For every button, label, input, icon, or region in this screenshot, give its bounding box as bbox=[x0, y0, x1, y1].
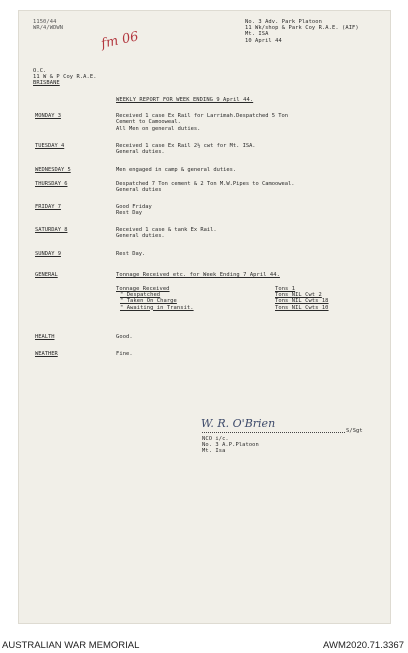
company-name: 11 Wk/shop & Park Coy R.A.E. (AIF) bbox=[245, 25, 359, 32]
tonnage-value: Tons NIL Cwt 2 bbox=[275, 292, 322, 299]
entry-line: Men engaged in camp & general duties. bbox=[116, 167, 237, 173]
file-code: WR/4/WDWN bbox=[33, 25, 64, 32]
archive-credit: AUSTRALIAN WAR MEMORIAL bbox=[2, 640, 140, 651]
tonnage-value: Tons NIL Cwts 10 bbox=[275, 304, 329, 311]
day-label-friday: FRIDAY 7 bbox=[35, 204, 61, 210]
day-entry-saturday bbox=[116, 227, 217, 240]
addressee-title: O.C. bbox=[33, 68, 47, 74]
signature-unit: No. 3 A.P.Platoon bbox=[202, 442, 259, 449]
tonnage-items bbox=[116, 286, 194, 311]
location: Mt. ISA bbox=[245, 31, 269, 38]
tonnage-value: Tons 1 bbox=[275, 286, 296, 292]
day-label-sunday: SUNDAY 9 bbox=[35, 251, 61, 257]
tonnage-title: Tonnage Received etc. for Week Ending 7 April 44. bbox=[116, 272, 280, 278]
signature-line bbox=[202, 432, 345, 433]
header-right bbox=[245, 19, 359, 44]
report-title: WEEKLY REPORT FOR WEEK ENDING 9 April 44. bbox=[116, 97, 254, 103]
entry-line: Good Friday bbox=[116, 204, 152, 210]
signature-rank: S/Sgt bbox=[346, 428, 363, 434]
entry-line: General duties bbox=[116, 187, 162, 194]
addressee-unit: 11 W & P Coy R.A.E. bbox=[33, 74, 97, 81]
entry-line: General duties. bbox=[116, 233, 165, 240]
entry-line: General duties. bbox=[116, 149, 165, 156]
tonnage-values bbox=[275, 286, 329, 311]
tonnage-item: " Awaiting in Transit. bbox=[120, 304, 194, 311]
entry-line: All Men on general duties. bbox=[116, 125, 201, 132]
day-entry-sunday bbox=[116, 251, 145, 257]
file-reference: 1150/44 bbox=[33, 19, 57, 25]
handwritten-note: fm 06 bbox=[99, 29, 140, 52]
report-date: 10 April 44 bbox=[245, 37, 282, 44]
tonnage-item: " Despatched bbox=[120, 292, 161, 299]
catalogue-number: AWM2020.71.3367 bbox=[323, 640, 404, 651]
tonnage-item: " Taken On Charge bbox=[120, 298, 177, 305]
header-left bbox=[33, 19, 63, 31]
addressee-city: BRISBANE bbox=[33, 80, 60, 87]
signature-location: Mt. Isa bbox=[202, 448, 226, 455]
entry-line: Rest Day bbox=[116, 210, 142, 217]
entry-line: Received 1 case Ex Rail for Larrimah.Despatched 5 Ton bbox=[116, 113, 289, 119]
health-value: Good. bbox=[116, 334, 133, 340]
health-label: HEALTH bbox=[35, 334, 55, 340]
tonnage-item: Tonnage Received bbox=[116, 286, 170, 292]
weather-label: WEATHER bbox=[35, 351, 58, 357]
day-label-saturday: SATURDAY 8 bbox=[35, 227, 68, 233]
day-entry-wednesday bbox=[116, 167, 236, 173]
entry-line: Received 1 case Ex Rail 2½ cwt for Mt. ISA. bbox=[116, 143, 256, 149]
day-label-tuesday: TUESDAY 4 bbox=[35, 143, 65, 149]
day-entry-tuesday bbox=[116, 143, 256, 156]
entry-line: Rest Day. bbox=[116, 251, 146, 257]
day-entry-monday bbox=[116, 113, 288, 132]
entry-line: Cement to Camooweal. bbox=[116, 119, 181, 126]
day-entry-thursday bbox=[116, 181, 295, 194]
signature: W. R. O'Brien bbox=[201, 417, 276, 430]
tonnage-value: Tons NIL Cwts 18 bbox=[275, 298, 329, 305]
entry-line: Received 1 case & tank Ex Rail. bbox=[116, 227, 217, 233]
day-label-wednesday: WEDNESDAY 5 bbox=[35, 167, 71, 173]
general-label: GENERAL bbox=[35, 272, 58, 278]
entry-line: Despatched 7 Ton cement & 2 Ton M.W.Pipes to Camooweal. bbox=[116, 181, 295, 187]
day-label-thursday: THURSDAY 6 bbox=[35, 181, 68, 187]
document-page bbox=[18, 10, 391, 624]
weather-value: Fine. bbox=[116, 351, 133, 357]
unit-name: No. 3 Adv. Park Platoon bbox=[245, 19, 322, 25]
addressee-block bbox=[33, 68, 97, 87]
day-entry-friday bbox=[116, 204, 152, 217]
day-label-monday: MONDAY 3 bbox=[35, 113, 61, 119]
signature-block bbox=[202, 436, 259, 455]
signature-role: NCO i/c. bbox=[202, 436, 229, 442]
